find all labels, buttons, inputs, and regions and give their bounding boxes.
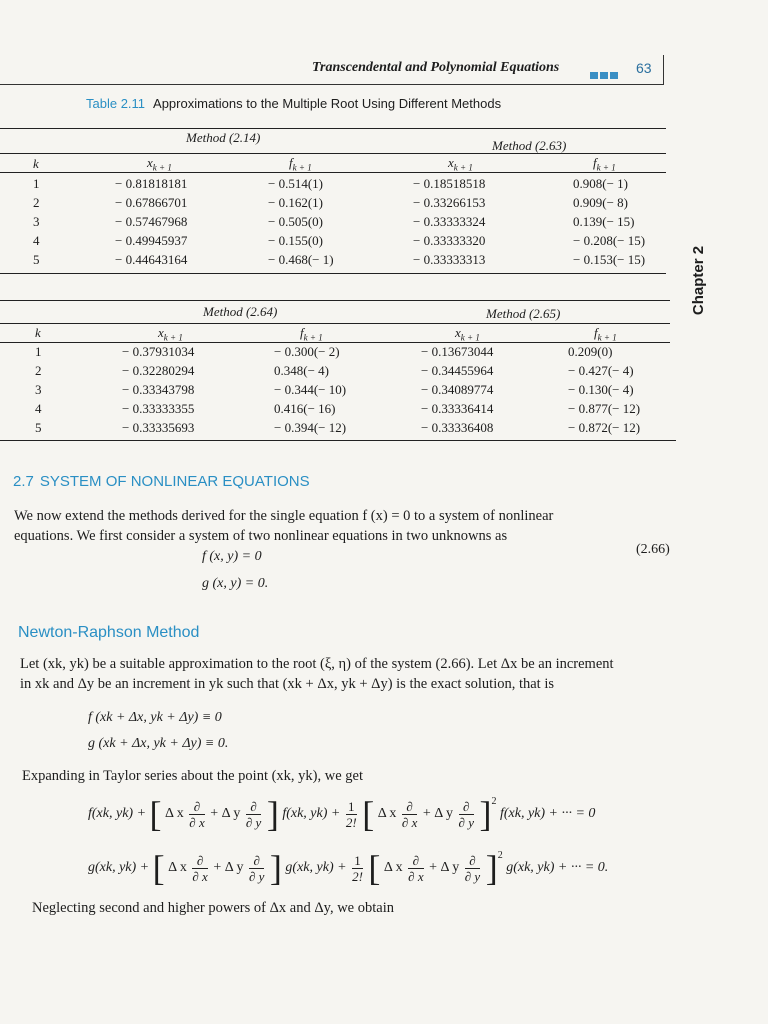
taylor-formula-g: g(xk, yk) + [ Δ x $\frac{\partial}{\partial x}$ + Δ y $\frac{\partial}{\partial y}$ ] g(xk, yk) + $\frac{1}{2!}$ [ Δ x $\frac{\partial}{\partial x}$ + Δ y $\frac{\partial}{\partial y}$ ]$^2$ g(xk, yk) + ··· = 0. [88,848,609,888]
col-k-header: k [33,156,39,171]
method-right-label: Method (2.65) [486,306,561,321]
table-cell: − 0.427(− 4) [568,363,634,378]
table-cell: − 0.18518518 [413,176,486,191]
row-index: 5 [33,252,40,267]
table-block-2 [0,296,680,441]
table-cell: − 0.57467968 [115,214,188,229]
row-index: 3 [35,382,42,397]
header-vertical-rule [663,55,664,85]
section-title: SYSTEM OF NONLINEAR EQUATIONS [39,473,310,490]
table-cell: − 0.37931034 [122,344,195,359]
table-cell: − 0.32280294 [122,363,195,378]
table-cell: − 0.33333320 [413,233,486,248]
header-rule [0,84,663,85]
table-cell: − 0.33333313 [413,252,486,267]
paragraph-line: Let (xk, yk) be a suitable approximation to the root (ξ, η) of the system (2.66). Let Δx be an increment [20,656,614,672]
table-cell: − 0.81818181 [115,176,188,191]
table-block-1 [0,124,680,274]
table-cell: 0.209(0) [568,344,613,359]
table-number: Table 2.11 [86,96,146,111]
table-cell: − 0.33266153 [413,195,486,210]
paragraph-line: in xk and Δy be an increment in yk such that (xk + Δx, yk + Δy) is the exact solution, that is [20,676,555,692]
row-index: 1 [35,344,42,359]
col-f-header: $f_{k + 1}$ [300,325,323,343]
table-cell: − 0.44643164 [115,252,188,267]
table-cell: 0.908(− 1) [573,176,628,191]
page-number: 63 [636,60,652,76]
table-cell: − 0.33335693 [122,420,195,435]
method-right-label: Method (2.63) [492,138,567,153]
table-cell: − 0.67866701 [115,195,188,210]
table-cell: − 0.33333355 [122,401,195,416]
section-paragraph [14,506,684,546]
row-index: 2 [33,195,40,210]
table-cell: − 0.394(− 12) [274,420,347,435]
table-cell: − 0.34455964 [421,363,494,378]
table-cell: − 0.162(1) [268,195,323,210]
table-cell: − 0.33343798 [122,382,195,397]
table-cell: 0.348(− 4) [274,363,329,378]
table-cell: − 0.344(− 10) [274,382,347,397]
table-cell: − 0.130(− 4) [568,382,634,397]
col-x-header: $x_{k + 1}$ [147,155,172,173]
table-cell: 0.909(− 8) [573,195,628,210]
equation-g: g (x, y) = 0. [202,576,269,591]
table-cell: 0.416(− 16) [274,401,336,416]
taylor-line: Expanding in Taylor series about the point (xk, yk), we get [22,768,364,784]
table-caption-text: Approximations to the Multiple Root Using Different Methods [153,96,502,111]
table-cell: − 0.300(− 2) [274,344,340,359]
row-index: 1 [33,176,40,191]
running-head: Transcendental and Polynomial Equations [312,60,560,75]
table-cell: − 0.208(− 15) [573,233,646,248]
table-cell: − 0.877(− 12) [568,401,641,416]
equation-f-increment: f (xk + Δx, yk + Δy) ≡ 0 [88,710,222,725]
closing-line: Neglecting second and higher powers of Δx and Δy, we obtain [32,900,394,916]
table-cell: − 0.34089774 [421,382,494,397]
col-f-header-right: $f_{k + 1}$ [593,155,616,173]
table-cell: − 0.872(− 12) [568,420,641,435]
taylor-formula-f: f(xk, yk) + [ Δ x $\frac{\partial}{\partial x}$ + Δ y $\frac{\partial}{\partial y}$ ] f(xk, yk) + $\frac{1}{2!}$ [ Δ x $\frac{\partial}{\partial x}$ + Δ y $\frac{\partial}{\partial y}$ ]$^2$ f(xk, yk) + ··· = 0 [88,794,596,834]
subsection-heading: Newton-Raphson Method [18,624,200,641]
method-left-label: Method (2.14) [186,130,261,145]
table-cell: − 0.505(0) [268,214,323,229]
col-x-header-right: $x_{k + 1}$ [455,325,480,343]
row-index: 2 [35,363,42,378]
col-f-header-right: $f_{k + 1}$ [594,325,617,343]
header-decoration-icon [590,66,620,84]
chapter-tab [690,240,720,330]
table-cell: − 0.33336408 [421,420,494,435]
subsection-paragraph [20,654,690,694]
section-number: 2.7 [13,473,34,490]
equation-f: f (x, y) = 0 [202,549,262,564]
col-x-header: $x_{k + 1}$ [158,325,183,343]
table-cell: − 0.33336414 [421,401,494,416]
table-cell: − 0.49945937 [115,233,188,248]
col-k-header: k [35,325,41,340]
paragraph-line: equations. We first consider a system of two nonlinear equations in two unknowns as [14,528,508,544]
table-cell: − 0.468(− 1) [268,252,334,267]
equation-number: (2.66) [636,542,670,557]
table-cell: − 0.155(0) [268,233,323,248]
row-index: 3 [33,214,40,229]
row-index: 5 [35,420,42,435]
row-index: 4 [35,401,42,416]
table-cell: − 0.13673044 [421,344,494,359]
paragraph-line: We now extend the methods derived for the single equation f (x) = 0 to a system of nonlinear [14,508,554,524]
col-x-header-right: $x_{k + 1}$ [448,155,473,173]
table-caption [86,96,501,111]
col-f-header: $f_{k + 1}$ [289,155,312,173]
table-cell: − 0.33333324 [413,214,486,229]
chapter-tab-label: Chapter 2 [690,245,708,316]
method-left-label: Method (2.64) [203,304,278,319]
table-cell: 0.139(− 15) [573,214,635,229]
equation-g-increment: g (xk + Δx, yk + Δy) ≡ 0. [88,736,229,751]
table-cell: − 0.514(1) [268,176,323,191]
section-heading [13,473,310,490]
row-index: 4 [33,233,40,248]
table-cell: − 0.153(− 15) [573,252,646,267]
